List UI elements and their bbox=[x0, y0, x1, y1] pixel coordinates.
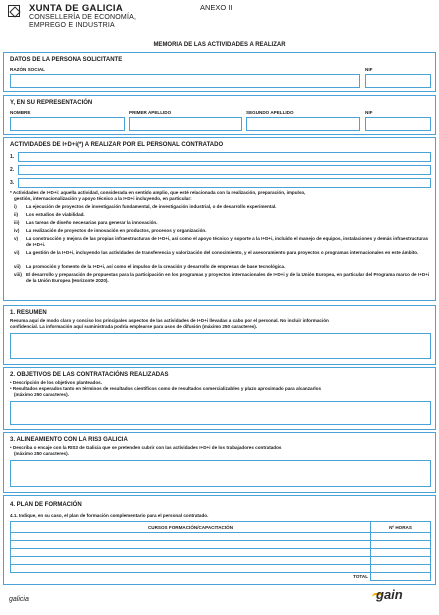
nif-label: NIF bbox=[365, 67, 373, 72]
department-line1: CONSELLERÍA DE ECONOMÍA, bbox=[29, 14, 137, 21]
galicia-logo: galicia bbox=[9, 596, 29, 603]
section-solicitante bbox=[3, 52, 436, 92]
ris3-instructions-2: (máximo 250 caracteres). bbox=[14, 451, 69, 456]
formacion-table bbox=[10, 521, 431, 581]
item-text: Los estudios de viabilidad. bbox=[26, 212, 85, 217]
section-heading: ACTIVIDADES DE I+D+i(*) A REALIZAR POR EL PERSONAL CONTRATADO bbox=[10, 142, 224, 148]
item-number: viii) bbox=[14, 272, 22, 277]
definition-intro: * Actividades de I+D+i: aquella actividad, considerada en sentido amplio, que esté relacionada con la realización, preparación, impulso, bbox=[10, 190, 306, 195]
gain-logo: gain bbox=[376, 587, 403, 602]
table-row bbox=[11, 565, 431, 573]
segundo-apellido-label: SEGUNDO APELLIDO bbox=[246, 110, 294, 115]
column-header-cursos: CURSOS FORMACIÓN/CAPACITACIÓN bbox=[11, 522, 371, 533]
ris3-field[interactable] bbox=[10, 460, 431, 487]
total-horas-cell[interactable] bbox=[371, 573, 431, 581]
primer-apellido-label: PRIMER APELLIDO bbox=[129, 110, 172, 115]
item-text: El desarrollo y preparación de propuestas para la participación en los programas y proyectos internacionales de I+D+i y de la Unión Europea, en particular del Programa marco de I+D+i de la Unión Europea (Horizonte 2020). bbox=[26, 272, 430, 283]
section-representacion bbox=[3, 95, 436, 135]
razon-social-label: RAZÓN SOCIAL bbox=[10, 67, 45, 72]
total-label: TOTAL bbox=[11, 573, 371, 581]
resumen-instructions-1: Resuma aquí de modo claro y conciso los principales aspectos de las actividades de I+D+i llevadas a cabo por el personal. No incluir información bbox=[10, 318, 329, 323]
section-resumen bbox=[3, 305, 436, 365]
xunta-logo-icon bbox=[8, 5, 20, 17]
section-heading: DATOS DE LA PERSONA SOLICITANTE bbox=[10, 57, 123, 63]
horas-cell[interactable] bbox=[371, 565, 431, 573]
page-title: MEMORIA DE LAS ACTIVIDADES A REALIZAR bbox=[153, 42, 286, 48]
activity-field-2[interactable] bbox=[18, 165, 431, 175]
brand-name: XUNTA DE GALICIA bbox=[29, 3, 123, 14]
item-text: La construcción y mejora de las propias infraestructuras de I+D+i, así como el apoyo técnico y soporte a la I+D+i, incluido el manejo de equipos, instalaciones y demás infraestructuras de I+D+i. bbox=[26, 236, 429, 247]
activity-field-1[interactable] bbox=[18, 152, 431, 162]
section-actividades bbox=[3, 137, 436, 301]
table-row bbox=[11, 533, 431, 541]
table-row bbox=[11, 557, 431, 565]
item-number: v) bbox=[14, 236, 19, 241]
section-heading: 2. OBJETIVOS DE LAS CONTRATACIÓNS REALIZADAS bbox=[10, 372, 169, 378]
nif-label: NIF bbox=[365, 110, 373, 115]
horas-cell[interactable] bbox=[371, 541, 431, 549]
razon-social-field[interactable] bbox=[10, 74, 360, 88]
primer-apellido-field[interactable] bbox=[129, 117, 242, 131]
curso-cell[interactable] bbox=[11, 541, 371, 549]
curso-cell[interactable] bbox=[11, 557, 371, 565]
annex-label: ANEXO II bbox=[200, 3, 233, 12]
horas-cell[interactable] bbox=[371, 533, 431, 541]
activity-index: 2. bbox=[10, 167, 15, 173]
section-heading: Y, EN SU REPRESENTACIÓN bbox=[10, 100, 93, 106]
activity-index: 3. bbox=[10, 180, 15, 186]
nif-field[interactable] bbox=[365, 117, 431, 131]
section-ris3 bbox=[3, 432, 436, 493]
table-row bbox=[11, 541, 431, 549]
item-number: iv) bbox=[14, 228, 20, 233]
nif-field[interactable] bbox=[365, 74, 431, 88]
segundo-apellido-field[interactable] bbox=[246, 117, 360, 131]
objetivos-field[interactable] bbox=[10, 401, 431, 425]
section-heading: 4. PLAN DE FORMACIÓN bbox=[10, 502, 82, 508]
nombre-field[interactable] bbox=[10, 117, 125, 131]
item-text: La promoción y fomento de la I+D+i, así como el impulso de la creación y desarrollo de empresas de base tecnológica. bbox=[26, 264, 286, 269]
activity-index: 1. bbox=[10, 154, 15, 160]
department-line2: EMPREGO E INDUSTRIA bbox=[29, 22, 115, 29]
formacion-subheading: 4.1. Indique, en su caso, el plan de formación complementario para el personal contratado. bbox=[10, 513, 209, 518]
item-text: Las tareas de diseño necesarias para generar la innovación. bbox=[26, 220, 158, 225]
item-number: vii) bbox=[14, 264, 21, 269]
table-row bbox=[11, 549, 431, 557]
section-formacion bbox=[3, 495, 436, 585]
objetivos-bullet-2-cont: (máximo 250 caracteres). bbox=[14, 392, 69, 397]
item-number: iii) bbox=[14, 220, 20, 225]
resumen-field[interactable] bbox=[10, 333, 431, 359]
section-heading: 3. ALINEAMIENTO CON LA RIS3 GALICIA bbox=[10, 437, 128, 443]
horas-cell[interactable] bbox=[371, 549, 431, 557]
ris3-instructions-1: • Describa o encaje con la RIS3 de Galicia que se pretenden cubrir con las actividades I+D+i de los trabajadores contratados bbox=[10, 445, 282, 450]
table-total-row bbox=[11, 573, 431, 581]
item-number: ii) bbox=[14, 212, 19, 217]
resumen-instructions-2: confidencial. La información aquí suministrada podría emplearse para usos de difusión (máximo 250 caracteres). bbox=[10, 324, 258, 329]
item-number: i) bbox=[14, 204, 17, 209]
department-name bbox=[29, 14, 136, 30]
item-text: La ejecución de proyectos de investigación fundamental, de investigación industrial, o de desarrollo experimental. bbox=[26, 204, 277, 209]
item-text: La realización de proyectos de innovación en productos, procesos y organización. bbox=[26, 228, 207, 233]
activity-field-3[interactable] bbox=[18, 178, 431, 188]
nombre-label: NOMBRE bbox=[10, 110, 31, 115]
item-number: vi) bbox=[14, 250, 20, 255]
definition-continuation: gestión, internacionalización y apoyo técnico a la I+D+i incluyendo, en particular: bbox=[14, 196, 192, 201]
section-objetivos bbox=[3, 367, 436, 430]
horas-cell[interactable] bbox=[371, 557, 431, 565]
column-header-horas: Nº HORAS bbox=[371, 522, 431, 533]
section-heading: 1. RESUMEN bbox=[10, 310, 47, 316]
objetivos-bullet-2: • Resultados esperados tanto en términos de resultados científicos como de resultados comercializables y plazo aproximado para alcanzarlos bbox=[10, 386, 322, 391]
curso-cell[interactable] bbox=[11, 549, 371, 557]
item-text: La gestión de la I+D+i, incluyendo las actividades de transferencia y valorización del conocimiento, y el asesoramiento para proyectos o programas internacionales en este ámbito. bbox=[26, 250, 419, 255]
curso-cell[interactable] bbox=[11, 533, 371, 541]
curso-cell[interactable] bbox=[11, 565, 371, 573]
table-header-row bbox=[11, 522, 431, 533]
objetivos-bullet-1: • Descripción de los objetivos planteados. bbox=[10, 380, 102, 385]
